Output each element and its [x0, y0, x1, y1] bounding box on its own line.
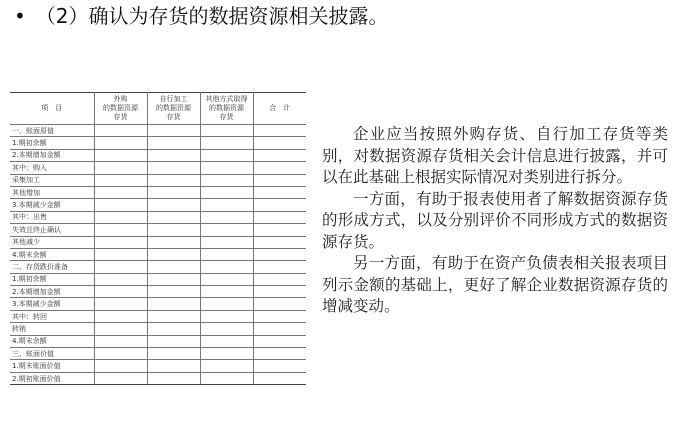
table-cell [200, 211, 253, 223]
table-cell [147, 174, 200, 186]
explanation-text [322, 124, 668, 318]
table-cell [94, 335, 147, 347]
paragraph: 企业应当按照外购存货、自行加工存货等类别，对数据资源存货相关会计信息进行披露，并可以在此基础上根据实际情况对类别进行拆分。 [322, 125, 668, 186]
row-label: 3.本期减少金额 [10, 298, 94, 310]
table-cell [147, 298, 200, 310]
table-row [10, 286, 306, 298]
row-label: 采集加工 [10, 174, 94, 186]
section-heading-text: （2）确认为存货的数据资源相关披露。 [35, 4, 389, 28]
table-cell [253, 348, 306, 360]
table-row [10, 323, 306, 335]
table-cell [147, 199, 200, 211]
disclosure-table [10, 92, 306, 385]
row-label: 其他增加 [10, 186, 94, 198]
row-label: 二、存货跌价准备 [10, 261, 94, 273]
table-cell [147, 162, 200, 174]
header-item: 项 目 [10, 93, 94, 125]
table-row [10, 261, 306, 273]
table-cell [253, 335, 306, 347]
table-cell [147, 335, 200, 347]
table-cell [253, 162, 306, 174]
table-cell [253, 174, 306, 186]
table-cell [94, 248, 147, 260]
row-label: 2.本期增加金额 [10, 149, 94, 161]
row-label: 2.期初账面价值 [10, 372, 94, 384]
paragraph: 一方面，有助于报表使用者了解数据资源存货的形成方式，以及分别评价不同形成方式的数据资源存货。 [322, 189, 668, 251]
table-cell [253, 286, 306, 298]
row-label: 4.期末余额 [10, 248, 94, 260]
table-cell [94, 162, 147, 174]
table-cell [200, 372, 253, 384]
table-row [10, 149, 306, 161]
table-cell [94, 273, 147, 285]
table-row [10, 125, 306, 137]
table-cell [94, 236, 147, 248]
disclosure-table-container [10, 92, 306, 385]
table-row [10, 236, 306, 248]
table-row [10, 372, 306, 384]
table-cell [147, 310, 200, 322]
table-cell [253, 273, 306, 285]
row-label: 2.本期增加金额 [10, 286, 94, 298]
row-label: 4.期末余额 [10, 335, 94, 347]
table-header-row [10, 93, 306, 125]
table-cell [94, 149, 147, 161]
table-cell [147, 137, 200, 149]
table-cell [200, 286, 253, 298]
row-label: 其中：购入 [10, 162, 94, 174]
table-row [10, 360, 306, 372]
table-cell [94, 224, 147, 236]
table-cell [253, 323, 306, 335]
table-cell [253, 360, 306, 372]
table-cell [94, 137, 147, 149]
header-total: 合 计 [253, 93, 306, 125]
table-cell [253, 224, 306, 236]
table-cell [253, 236, 306, 248]
table-cell [94, 286, 147, 298]
table-cell [147, 323, 200, 335]
table-body [10, 125, 306, 385]
table-cell [253, 186, 306, 198]
table-cell [94, 323, 147, 335]
table-row [10, 174, 306, 186]
table-cell [94, 298, 147, 310]
table-cell [200, 273, 253, 285]
table-cell [200, 199, 253, 211]
table-row [10, 310, 306, 322]
row-label: 1.期初余额 [10, 137, 94, 149]
table-cell [253, 298, 306, 310]
row-label: 其中：转回 [10, 310, 94, 322]
table-cell [147, 248, 200, 260]
row-label: 其中：出售 [10, 211, 94, 223]
row-label: 1.期初余额 [10, 273, 94, 285]
table-cell [200, 360, 253, 372]
table-cell [147, 372, 200, 384]
table-row [10, 298, 306, 310]
row-label: 失效且终止确认 [10, 224, 94, 236]
table-cell [94, 261, 147, 273]
table-cell [94, 372, 147, 384]
table-row [10, 335, 306, 347]
table-cell [200, 248, 253, 260]
table-cell [147, 149, 200, 161]
row-label: 3.本期减少金额 [10, 199, 94, 211]
table-row [10, 211, 306, 223]
row-label: 转销 [10, 323, 94, 335]
table-cell [253, 199, 306, 211]
table-cell [253, 261, 306, 273]
table-cell [253, 125, 306, 137]
table-cell [200, 149, 253, 161]
table-cell [200, 162, 253, 174]
table-cell [253, 137, 306, 149]
header-other-acquired: 其他方式取得 的数据资源 存货 [200, 93, 253, 125]
table-row [10, 137, 306, 149]
table-cell [200, 236, 253, 248]
section-heading [14, 3, 389, 29]
table-row [10, 186, 306, 198]
table-cell [147, 360, 200, 372]
table-cell [200, 137, 253, 149]
table-cell [147, 236, 200, 248]
table-cell [200, 335, 253, 347]
table-cell [200, 224, 253, 236]
table-cell [200, 323, 253, 335]
table-cell [94, 211, 147, 223]
row-label: 一、账面原值 [10, 125, 94, 137]
table-cell [94, 174, 147, 186]
paragraph: 另一方面，有助于在资产负债表相关报表项目列示金额的基础上，更好了解企业数据资源存货的增减变动。 [322, 254, 668, 315]
table-cell [200, 174, 253, 186]
table-cell [147, 125, 200, 137]
row-label: 其他减少 [10, 236, 94, 248]
table-cell [94, 125, 147, 137]
table-cell [147, 348, 200, 360]
table-cell [200, 310, 253, 322]
table-cell [253, 149, 306, 161]
bullet-icon: • [14, 4, 26, 28]
table-cell [147, 286, 200, 298]
table-cell [94, 348, 147, 360]
table-cell [147, 261, 200, 273]
table-cell [94, 199, 147, 211]
table-cell [147, 211, 200, 223]
table-cell [200, 348, 253, 360]
table-row [10, 248, 306, 260]
table-row [10, 224, 306, 236]
header-purchased: 外购 的数据资源 存货 [94, 93, 147, 125]
table-cell [253, 372, 306, 384]
table-cell [200, 125, 253, 137]
header-self-processed: 自行加工 的数据资源 存货 [147, 93, 200, 125]
table-cell [200, 261, 253, 273]
table-row [10, 348, 306, 360]
table-row [10, 273, 306, 285]
table-cell [200, 298, 253, 310]
table-cell [200, 186, 253, 198]
row-label: 1.期末账面价值 [10, 360, 94, 372]
table-cell [253, 248, 306, 260]
table-cell [94, 360, 147, 372]
table-row [10, 199, 306, 211]
table-cell [94, 310, 147, 322]
table-cell [253, 211, 306, 223]
table-cell [94, 186, 147, 198]
table-cell [147, 186, 200, 198]
table-cell [253, 310, 306, 322]
table-cell [147, 273, 200, 285]
table-row [10, 162, 306, 174]
table-cell [147, 224, 200, 236]
row-label: 三、账面价值 [10, 348, 94, 360]
